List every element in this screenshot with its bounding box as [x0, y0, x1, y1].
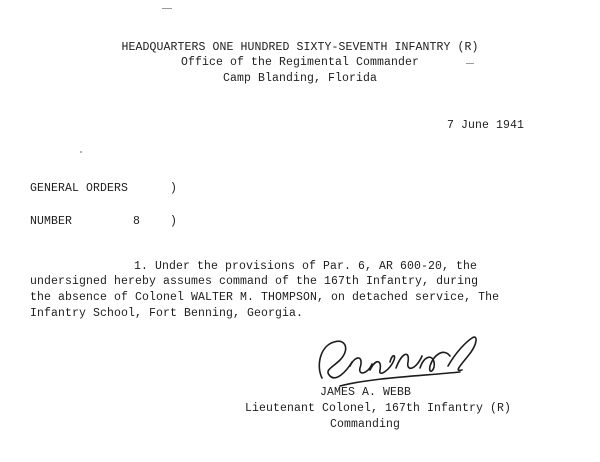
- signatory-role: Commanding: [330, 418, 401, 431]
- signatory-name: JAMES A. WEBB: [320, 386, 412, 399]
- number-label: NUMBER: [30, 215, 73, 228]
- body-line-4: Infantry School, Fort Benning, Georgia.: [30, 307, 304, 320]
- scan-dot: [80, 151, 82, 153]
- order-date: 7 June 1941: [447, 119, 525, 132]
- number-value: 8: [133, 215, 141, 228]
- signatory-title: Lieutenant Colonel, 167th Infantry (R): [245, 402, 512, 415]
- general-orders-label: GENERAL ORDERS: [30, 182, 129, 195]
- header-line-1: HEADQUARTERS ONE HUNDRED SIXTY-SEVENTH INFANTRY (R): [121, 41, 479, 54]
- body-line-3: the absence of Colonel WALTER M. THOMPSON, on detached service, The: [30, 291, 500, 304]
- number-bracket: ): [170, 215, 178, 228]
- scan-mark: [162, 8, 172, 9]
- body-line-2: undersigned hereby assumes command of the 167th Infantry, during: [30, 275, 479, 288]
- header-line-3: Camp Blanding, Florida: [222, 72, 378, 85]
- body-line-1: 1. Under the provisions of Par. 6, AR 600-20, the: [134, 260, 478, 273]
- scan-mark: [466, 63, 474, 64]
- header-line-2: Office of the Regimental Commander: [180, 56, 420, 69]
- general-orders-bracket: ): [170, 182, 178, 195]
